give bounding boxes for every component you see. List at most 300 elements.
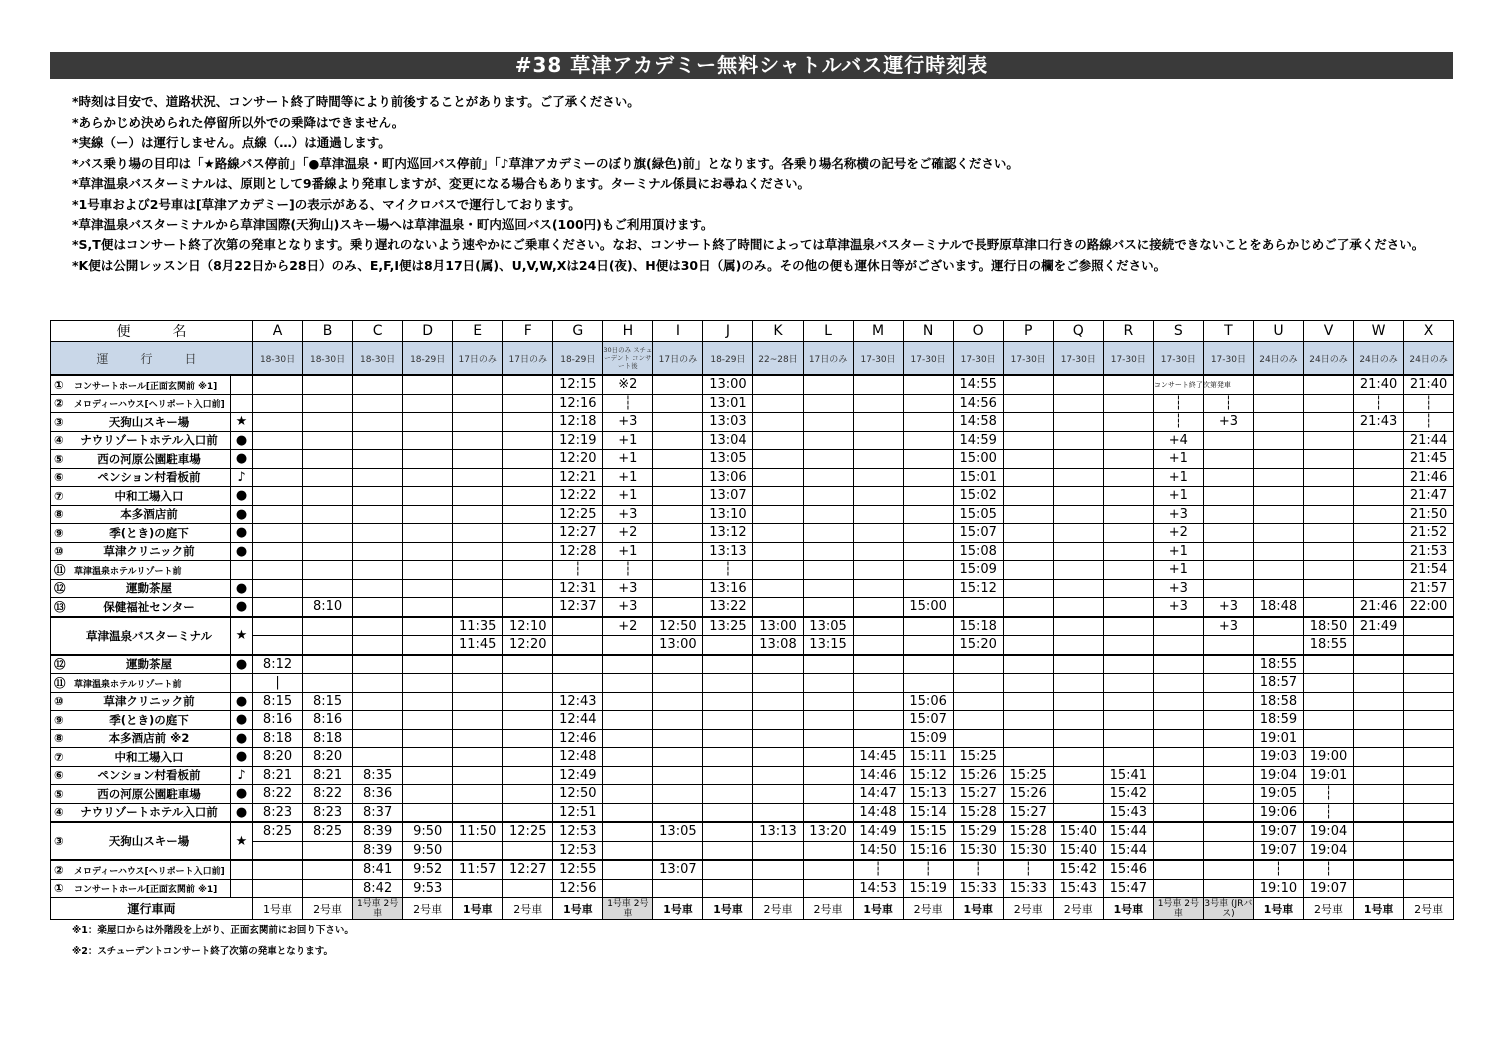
time-cell (953, 598, 1003, 617)
time-cell: 13:20 (803, 822, 853, 841)
time-cell: 15:19 (903, 879, 953, 898)
time-cell: 13:05 (803, 617, 853, 636)
vehicle-row (51, 898, 1454, 920)
time-cell: +3 (1203, 598, 1253, 617)
time-cell (803, 487, 853, 506)
column-header: G (553, 321, 603, 342)
boarding-symbol: ★ (231, 413, 253, 432)
time-cell (753, 860, 803, 879)
time-cell (303, 617, 353, 636)
time-cell: 15:29 (953, 822, 1003, 841)
time-cell (1153, 692, 1203, 711)
time-cell (453, 711, 503, 730)
time-cell: 12:55 (553, 860, 603, 879)
time-cell (703, 655, 753, 674)
time-cell (903, 524, 953, 543)
time-cell (1103, 505, 1153, 524)
time-cell: 12:50 (653, 617, 703, 636)
time-cell: 12:18 (553, 413, 603, 432)
time-cell: 15:18 (953, 617, 1003, 636)
time-cell: 14:49 (853, 822, 903, 841)
time-cell (453, 879, 503, 898)
stop-name (51, 394, 231, 413)
stop-name (51, 879, 231, 898)
stop-name (51, 785, 231, 804)
time-cell (903, 431, 953, 450)
stop-number: ⑨ (54, 525, 64, 540)
time-cell: 9:50 (403, 841, 453, 860)
time-cell (1303, 524, 1353, 543)
time-cell (653, 524, 703, 543)
time-cell: +3 (603, 413, 653, 432)
time-cell (803, 803, 853, 822)
time-cell (653, 748, 703, 767)
column-header: I (653, 321, 703, 342)
time-cell: 21:40 (1404, 375, 1454, 394)
time-cell (1404, 748, 1454, 767)
time-cell (1253, 468, 1303, 487)
time-cell (1053, 413, 1103, 432)
time-cell (603, 879, 653, 898)
time-cell (353, 413, 403, 432)
time-cell (1003, 375, 1053, 394)
stop-label: 運動茶屋 (126, 657, 172, 672)
time-cell (253, 487, 303, 506)
time-cell (353, 674, 403, 693)
time-cell: 13:05 (703, 450, 753, 469)
time-cell: 13:00 (703, 375, 753, 394)
time-cell (1003, 729, 1053, 748)
time-cell: 15:43 (1053, 879, 1103, 898)
vehicle-cell: 2号車 (753, 898, 803, 920)
time-cell: 15:02 (953, 487, 1003, 506)
time-cell (853, 579, 903, 598)
time-cell (353, 692, 403, 711)
time-cell (1303, 598, 1353, 617)
time-cell (703, 729, 753, 748)
vehicle-cell: 1号車 (853, 898, 903, 920)
operating-days: 17日のみ (803, 342, 853, 376)
time-cell: 18:55 (1303, 636, 1353, 655)
boarding-symbol (231, 394, 253, 413)
time-cell: ┆ (703, 561, 753, 580)
time-cell (1153, 879, 1203, 898)
stop-number: ⑫ (54, 657, 66, 672)
table-row (51, 579, 1454, 598)
time-cell (1303, 394, 1353, 413)
time-cell: 15:12 (953, 579, 1003, 598)
stop-label: 天狗山スキー場 (108, 414, 190, 429)
time-cell (1354, 636, 1404, 655)
time-cell (1203, 729, 1253, 748)
time-cell (1303, 655, 1353, 674)
stop-number: ⑥ (54, 768, 64, 783)
vehicle-cell: 1号車 2号車 (1153, 898, 1203, 920)
time-cell (253, 579, 303, 598)
time-cell (1153, 655, 1203, 674)
time-cell (703, 803, 753, 822)
time-cell (1253, 450, 1303, 469)
table-row (51, 394, 1454, 413)
column-header: T (1203, 321, 1253, 342)
time-cell: 21:40 (1354, 375, 1404, 394)
time-cell: 15:43 (1103, 803, 1153, 822)
time-cell: 9:53 (403, 879, 453, 898)
time-cell (253, 505, 303, 524)
stop-number: ① (54, 377, 64, 392)
operating-days: 17-30日 (1053, 342, 1103, 376)
time-cell (803, 598, 853, 617)
time-cell (1354, 692, 1404, 711)
time-cell (1253, 413, 1303, 432)
time-cell (953, 692, 1003, 711)
stop-label: コンサートホール[正面玄関前 ※1] (74, 885, 218, 896)
time-cell (1203, 822, 1253, 841)
time-cell (1354, 542, 1404, 561)
stop-number: ⑧ (54, 507, 64, 522)
time-cell (1053, 431, 1103, 450)
time-cell (453, 748, 503, 767)
time-cell (753, 579, 803, 598)
time-cell: 12:43 (553, 692, 603, 711)
time-cell (1053, 748, 1103, 767)
stop-number: ⑦ (54, 488, 64, 503)
boarding-symbol: ♪ (231, 766, 253, 785)
column-header: N (903, 321, 953, 342)
time-cell (953, 674, 1003, 693)
footnotes (72, 920, 354, 962)
time-cell (753, 375, 803, 394)
time-cell: 14:58 (953, 413, 1003, 432)
time-cell: 12:22 (553, 487, 603, 506)
operating-days: 17-30日 (1203, 342, 1253, 376)
time-cell (1203, 655, 1253, 674)
time-cell (653, 692, 703, 711)
time-cell (503, 598, 553, 617)
time-cell (303, 655, 353, 674)
days-row (51, 342, 1454, 376)
time-cell (503, 505, 553, 524)
time-cell (1003, 542, 1053, 561)
boarding-symbol: ● (231, 487, 253, 506)
time-cell (1053, 450, 1103, 469)
time-cell: ┆ (903, 860, 953, 879)
time-cell (253, 860, 303, 879)
stop-number: ⑧ (54, 731, 64, 746)
stop-number: ⑬ (54, 599, 66, 614)
time-cell (1003, 655, 1053, 674)
time-cell (403, 579, 453, 598)
time-cell (253, 431, 303, 450)
time-cell (653, 879, 703, 898)
stop-number: ⑫ (54, 581, 66, 596)
table-row (51, 766, 1454, 785)
time-cell (353, 617, 403, 636)
column-header: P (1003, 321, 1053, 342)
time-cell (1103, 561, 1153, 580)
time-cell: 14:53 (853, 879, 903, 898)
time-cell (303, 375, 353, 394)
time-cell (1303, 431, 1353, 450)
time-cell (1103, 431, 1153, 450)
time-cell (1053, 674, 1103, 693)
time-cell (653, 766, 703, 785)
stop-label: 保健福祉センター (103, 599, 195, 614)
time-cell (1053, 542, 1103, 561)
time-cell (753, 841, 803, 860)
time-cell (403, 803, 453, 822)
time-cell: 8:23 (253, 803, 303, 822)
time-cell: 12:50 (553, 785, 603, 804)
column-header: F (503, 321, 553, 342)
time-cell (503, 450, 553, 469)
time-cell (1103, 729, 1153, 748)
column-header: J (703, 321, 753, 342)
time-cell: 8:22 (253, 785, 303, 804)
time-cell: 15:26 (1003, 785, 1053, 804)
boarding-symbol: ● (231, 450, 253, 469)
table-row (51, 375, 1454, 394)
boarding-symbol: ● (231, 748, 253, 767)
time-cell (453, 542, 503, 561)
vehicle-cell: 3号車 (JRバス) (1204, 898, 1253, 919)
time-cell: 8:15 (303, 692, 353, 711)
time-cell (853, 468, 903, 487)
time-cell: 15:16 (903, 841, 953, 860)
column-header: W (1354, 321, 1404, 342)
time-cell (1404, 860, 1454, 879)
time-cell (653, 803, 703, 822)
time-cell (453, 785, 503, 804)
time-cell (1053, 468, 1103, 487)
boarding-symbol: ● (231, 785, 253, 804)
time-cell (503, 487, 553, 506)
time-cell: +3 (603, 598, 653, 617)
time-cell: 18:57 (1253, 674, 1303, 693)
time-cell: 8:41 (353, 860, 403, 879)
boarding-symbol: ● (231, 431, 253, 450)
time-cell: 21:49 (1354, 617, 1404, 636)
time-cell (803, 542, 853, 561)
time-cell (453, 766, 503, 785)
boarding-symbol: ● (231, 803, 253, 822)
time-cell (1053, 692, 1103, 711)
time-cell: 15:42 (1053, 860, 1103, 879)
time-cell (1203, 766, 1253, 785)
time-cell (353, 729, 403, 748)
time-cell (453, 413, 503, 432)
time-cell: ┆ (1404, 394, 1454, 413)
time-cell: 13:25 (703, 617, 753, 636)
time-cell (753, 692, 803, 711)
column-header: C (353, 321, 403, 342)
time-cell: 12:48 (553, 748, 603, 767)
stop-name (51, 468, 231, 487)
table-row (51, 505, 1454, 524)
time-cell (1404, 655, 1454, 674)
time-cell (1053, 803, 1103, 822)
stop-label: 本多酒店前 (120, 507, 178, 522)
boarding-symbol (231, 375, 253, 394)
time-cell (1203, 803, 1253, 822)
time-cell (703, 766, 753, 785)
time-cell (703, 692, 753, 711)
time-cell: 8:25 (253, 822, 303, 841)
time-cell: 19:04 (1253, 766, 1303, 785)
stop-name (51, 413, 231, 432)
time-cell (1003, 487, 1053, 506)
time-cell: 12:16 (553, 394, 603, 413)
time-cell: 13:00 (753, 617, 803, 636)
time-cell: 13:22 (703, 598, 753, 617)
time-cell (453, 655, 503, 674)
time-cell (1354, 579, 1404, 598)
time-cell: ┆ (1003, 860, 1053, 879)
time-cell: ┆ (1303, 785, 1353, 804)
time-cell (1053, 579, 1103, 598)
time-cell: 21:50 (1404, 505, 1454, 524)
stop-label: 草津温泉バスターミナル (86, 628, 212, 643)
operating-days: 17-30日 (953, 342, 1003, 376)
time-cell (303, 674, 353, 693)
time-cell (303, 505, 353, 524)
time-cell (903, 561, 953, 580)
time-cell: 12:44 (553, 711, 603, 730)
vehicle-cell: 1号車 (1103, 898, 1153, 920)
time-cell: ※2 (603, 375, 653, 394)
time-cell: 15:33 (1003, 879, 1053, 898)
time-cell (703, 879, 753, 898)
time-cell (1404, 822, 1454, 841)
time-cell (1003, 431, 1053, 450)
time-cell: 14:56 (953, 394, 1003, 413)
time-cell (303, 636, 353, 655)
time-cell: 15:47 (1103, 879, 1153, 898)
time-cell (803, 561, 853, 580)
time-cell: +1 (1153, 487, 1203, 506)
time-cell (503, 879, 553, 898)
note: *草津温泉バスターミナルは、原則として9番線より発車しますが、変更になる場合もあります。ターミナル係員にお尋ねください。 (72, 176, 810, 191)
time-cell (303, 487, 353, 506)
table-row (51, 431, 1454, 450)
time-cell (1404, 803, 1454, 822)
time-cell (853, 636, 903, 655)
vehicle-cell: 1号車 2号車 (353, 898, 403, 920)
time-cell (503, 841, 553, 860)
time-cell (1053, 375, 1103, 394)
boarding-symbol: ● (231, 505, 253, 524)
time-cell (403, 394, 453, 413)
boarding-symbol: ● (231, 542, 253, 561)
time-cell (1303, 674, 1353, 693)
time-cell: 19:04 (1303, 841, 1353, 860)
time-cell (1053, 487, 1103, 506)
operating-days: 22~28日 (753, 342, 803, 376)
time-cell (653, 729, 703, 748)
time-cell (653, 655, 703, 674)
time-cell: 22:00 (1404, 598, 1454, 617)
time-cell (303, 879, 353, 898)
time-cell: 13:05 (653, 822, 703, 841)
time-cell (453, 579, 503, 598)
time-cell (603, 636, 653, 655)
time-cell: 12:56 (553, 879, 603, 898)
time-cell (1303, 729, 1353, 748)
time-cell: 15:11 (903, 748, 953, 767)
column-header: K (753, 321, 803, 342)
time-cell (753, 879, 803, 898)
time-cell (403, 711, 453, 730)
time-cell (553, 617, 603, 636)
stop-label: 季(とき)の庭下 (109, 525, 189, 540)
time-cell: 21:46 (1404, 468, 1454, 487)
stop-name (51, 674, 231, 693)
stop-name (51, 711, 231, 730)
stop-number: ⑩ (54, 694, 64, 709)
time-cell (703, 860, 753, 879)
time-cell (1303, 561, 1353, 580)
vehicle-cell: 2号車 (903, 898, 953, 920)
stop-name (51, 561, 231, 580)
table-row (51, 711, 1454, 730)
time-cell (503, 655, 553, 674)
stop-number: ④ (54, 805, 64, 820)
time-cell (603, 674, 653, 693)
time-cell (653, 413, 703, 432)
time-cell (1153, 803, 1203, 822)
time-cell (353, 375, 403, 394)
time-cell (553, 674, 603, 693)
time-cell: 14:45 (853, 748, 903, 767)
time-cell: 15:44 (1103, 822, 1153, 841)
time-cell: 21:47 (1404, 487, 1454, 506)
time-cell (753, 561, 803, 580)
time-cell: 13:04 (703, 431, 753, 450)
time-cell (403, 375, 453, 394)
time-cell (1404, 674, 1454, 693)
time-cell (1003, 617, 1053, 636)
time-cell: 8:18 (253, 729, 303, 748)
time-cell: +3 (603, 505, 653, 524)
note: *草津温泉バスターミナルから草津国際(天狗山)スキー場へは草津温泉・町内巡回バス(100円)もご利用頂けます。 (72, 217, 714, 232)
column-header: B (303, 321, 353, 342)
time-cell (1053, 655, 1103, 674)
time-cell (853, 655, 903, 674)
vehicle-cell: 2号車 (1003, 898, 1053, 920)
operating-days: 17-30日 (1153, 342, 1203, 376)
time-cell: 13:00 (653, 636, 703, 655)
vehicle-cell: 1号車 (253, 898, 303, 920)
time-cell: 15:01 (953, 468, 1003, 487)
table-row (51, 636, 1454, 655)
time-cell: ┆ (1153, 394, 1203, 413)
time-cell (753, 450, 803, 469)
time-cell: 13:16 (703, 579, 753, 598)
time-cell (803, 692, 853, 711)
time-cell: ┆ (953, 860, 1003, 879)
time-cell (503, 785, 553, 804)
time-cell (753, 655, 803, 674)
time-cell (1153, 748, 1203, 767)
time-cell: +1 (1153, 450, 1203, 469)
time-cell (1103, 655, 1153, 674)
table-row (51, 879, 1454, 898)
time-cell (853, 413, 903, 432)
time-cell (403, 431, 453, 450)
time-cell (853, 394, 903, 413)
time-cell (403, 468, 453, 487)
time-cell (403, 748, 453, 767)
